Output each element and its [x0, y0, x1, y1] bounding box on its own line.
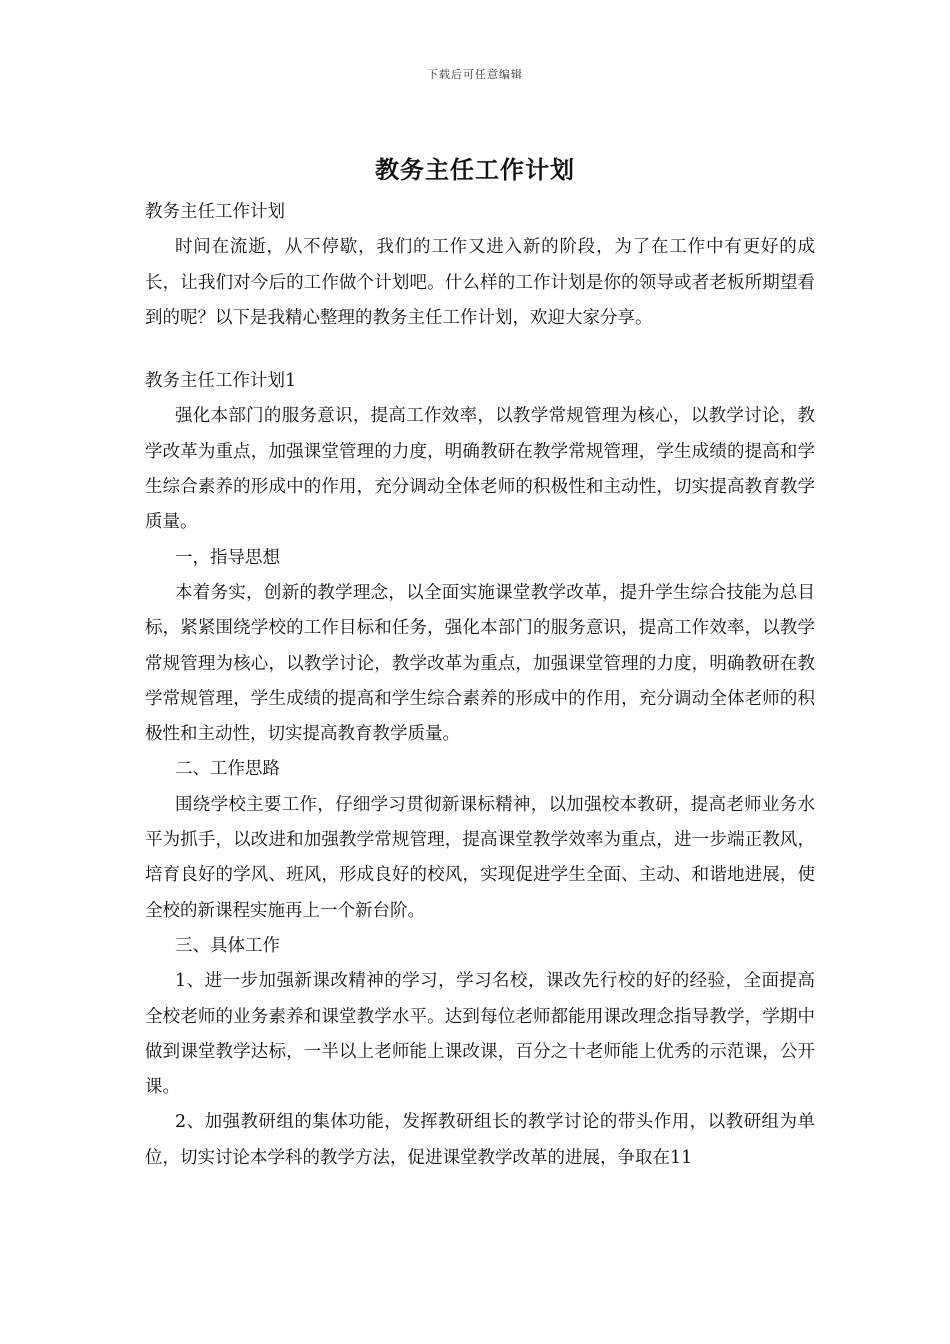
- document-body: [145, 195, 815, 1176]
- plan1-intro-paragraph: 强化本部门的服务意识，提高工作效率，以教学常规管理为核心，以教学讨论，教学改革为重点，加强课堂管理的力度，明确教研在教学常规管理，学生成绩的提高和学生综合素养的形成中的作用，充分调动全体老师的积极性和主动性，切实提高教育教学质量。: [145, 406, 815, 533]
- section3-heading: 三、具体工作: [175, 935, 280, 956]
- section3-item-1: 1、进一步加强新课改精神的学习，学习名校，课改先行校的好的经验，全面提高全校老师的业务素养和课堂教学水平。达到每位老师都能用课改理念指导教学，学期中做到课堂教学达标，一半以上老师能上课改课，百分之十老师能上优秀的示范课，公开课。: [145, 971, 815, 1098]
- header-note: 下载后可任意编辑: [427, 68, 523, 81]
- section2-text: 围绕学校主要工作，仔细学习贯彻新课标精神，以加强校本教研，提高老师业务水平为抓手，以改进和加强教学常规管理，提高课堂教学效率为重点，进一步端正教风，培育良好的学风、班风，形成良好的校风，实现促进学生全面、主动、和谐地进展，使全校的新课程实施再上一个新台阶。: [145, 794, 815, 921]
- section2-heading: 二、工作思路: [175, 759, 280, 780]
- section3-item-2: 2、加强教研组的集体功能，发挥教研组长的教学讨论的带头作用，以教研组为单位，切实讨论本学科的教学方法，促进课堂教学改革的进展，争取在11: [145, 1112, 815, 1168]
- document-title: 教务主任工作计划: [375, 155, 575, 184]
- section1-heading: 一，指导思想: [175, 547, 280, 568]
- section1-text: 本着务实，创新的教学理念，以全面实施课堂教学改革，提升学生综合技能为总目标，紧紧围绕学校的工作目标和任务，强化本部门的服务意识，提高工作效率，以教学常规管理为核心，以教学讨论，教学改革为重点，加强课堂管理的力度，明确教研在教学常规管理，学生成绩的提高和学生综合素养的形成中的作用，充分调动全体老师的积极性和主动性，切实提高教育教学质量。: [145, 582, 815, 745]
- paragraph-gap: [145, 336, 815, 364]
- intro-paragraph: 时间在流逝，从不停歇，我们的工作又进入新的阶段，为了在工作中有更好的成长，让我们对今后的工作做个计划吧。什么样的工作计划是你的领导或者老板所期望看到的呢？以下是我精心整理的教务主任工作计划，欢迎大家分享。: [145, 237, 815, 328]
- intro-heading: 教务主任工作计划: [145, 202, 285, 222]
- plan1-heading: 教务主任工作计划1: [145, 371, 297, 392]
